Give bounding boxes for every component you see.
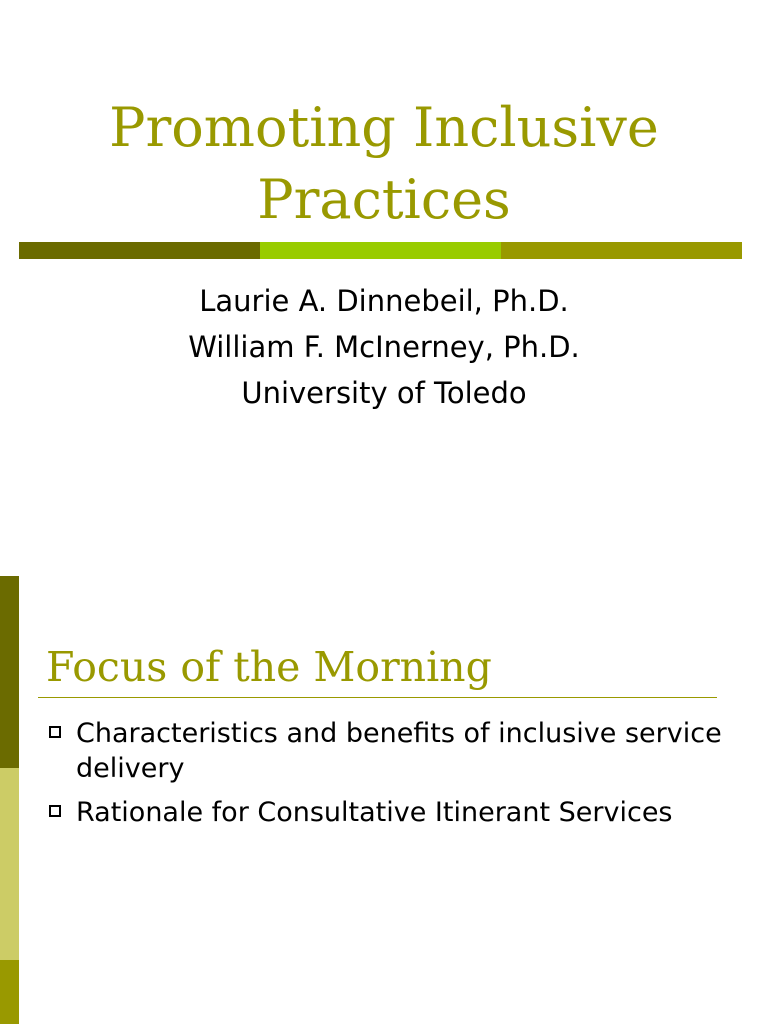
sidebar-segment-olive xyxy=(0,960,19,1024)
hollow-square-bullet-icon xyxy=(49,805,61,817)
bullet-text: Characteristics and benefits of inclusive service delivery xyxy=(76,718,722,784)
slide-title-line-2: Practices xyxy=(257,168,511,231)
list-item xyxy=(46,795,726,830)
title-bar-segment-lime xyxy=(260,242,501,259)
list-item xyxy=(46,716,726,786)
title-bar-segment-dark xyxy=(19,242,260,259)
hollow-square-bullet-icon xyxy=(49,726,61,738)
title-bar-segment-olive xyxy=(501,242,742,259)
author-line-1: Laurie A. Dinnebeil, Ph.D. xyxy=(199,284,569,318)
sidebar-segment-light xyxy=(0,768,19,960)
content-slide xyxy=(0,576,768,1024)
bullet-text: Rationale for Consultative Itinerant Services xyxy=(76,797,673,828)
heading-rule xyxy=(38,697,717,698)
author-line-2: William F. McInerney, Ph.D. xyxy=(188,330,580,364)
institution-line: University of Toledo xyxy=(241,376,527,410)
bullet-list xyxy=(46,716,726,839)
sidebar-segment-dark xyxy=(0,576,19,768)
slide-title-line-1: Promoting Inclusive xyxy=(109,96,659,159)
author-block xyxy=(0,278,768,416)
slide-heading: Focus of the Morning xyxy=(46,643,492,691)
slide-title xyxy=(0,92,768,236)
